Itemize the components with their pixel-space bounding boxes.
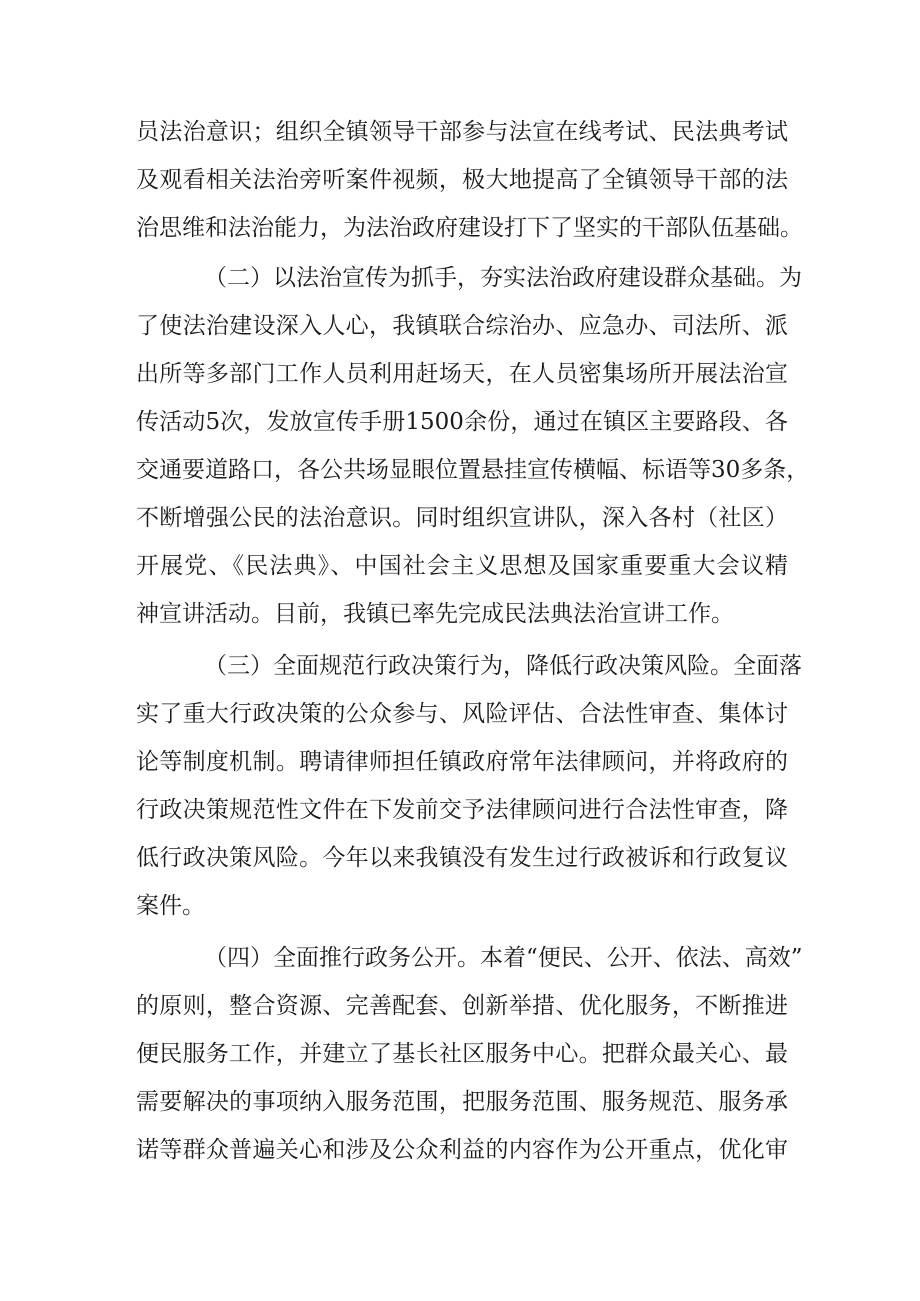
text-line: 诺等群众普遍关心和涉及公众利益的内容作为公开重点，优化审 bbox=[136, 1137, 788, 1163]
paragraph-heading-line: （四）全面推行政务公开。本着“便民、公开、依法、高效” bbox=[204, 945, 803, 971]
text-line: 的原则，整合资源、完善配套、创新举措、优化服务，不断推进 bbox=[136, 993, 788, 1019]
text-line: 员法治意识；组织全镇领导干部参与法宣在线考试、民法典考试 bbox=[136, 119, 788, 145]
text-line: 及观看相关法治旁听案件视频，极大地提高了全镇领导干部的法 bbox=[136, 167, 788, 193]
paragraph-heading-line: （二）以法治宣传为抓手，夯实法治政府建设群众基础。为 bbox=[204, 265, 802, 291]
text-line: 便民服务工作，并建立了基长社区服务中心。把群众最关心、最 bbox=[136, 1041, 788, 1067]
text-line: 需要解决的事项纳入服务范围，把服务范围、服务规范、服务承 bbox=[136, 1089, 788, 1115]
text-line: 行政决策规范性文件在下发前交予法律顾问进行合法性审查，降 bbox=[136, 797, 788, 823]
text-line: 不断增强公民的法治意识。同时组织宣讲队，深入各村（社区） bbox=[136, 505, 788, 531]
text-line: 神宣讲活动。目前，我镇已率先完成民法典法治宣讲工作。 bbox=[136, 601, 734, 627]
text-line: 开展党、《民法典》、中国社会主义思想及国家重要重大会议精 bbox=[136, 553, 788, 579]
text-line: 论等制度机制。聘请律师担任镇政府常年法律顾问，并将政府的 bbox=[136, 749, 788, 775]
text-line: 了使法治建设深入人心，我镇联合综治办、应急办、司法所、派 bbox=[136, 313, 788, 339]
text-line: 案件。 bbox=[136, 893, 205, 919]
text-line: 实了重大行政决策的公众参与、风险评估、合法性审查、集体讨 bbox=[136, 701, 788, 727]
text-line: 传活动5次，发放宣传手册1500余份，通过在镇区主要路段、各 bbox=[136, 409, 788, 435]
text-line: 交通要道路口，各公共场显眼位置悬挂宣传横幅、标语等30多条， bbox=[136, 457, 810, 483]
paragraph-heading-line: （三）全面规范行政决策行为，降低行政决策风险。全面落 bbox=[204, 653, 802, 679]
text-line: 低行政决策风险。今年以来我镇没有发生过行政被诉和行政复议 bbox=[136, 845, 788, 871]
text-line: 治思维和法治能力，为法治政府建设打下了坚实的干部队伍基础。 bbox=[136, 215, 803, 241]
text-line: 出所等多部门工作人员利用赶场天，在人员密集场所开展法治宣 bbox=[136, 361, 788, 387]
